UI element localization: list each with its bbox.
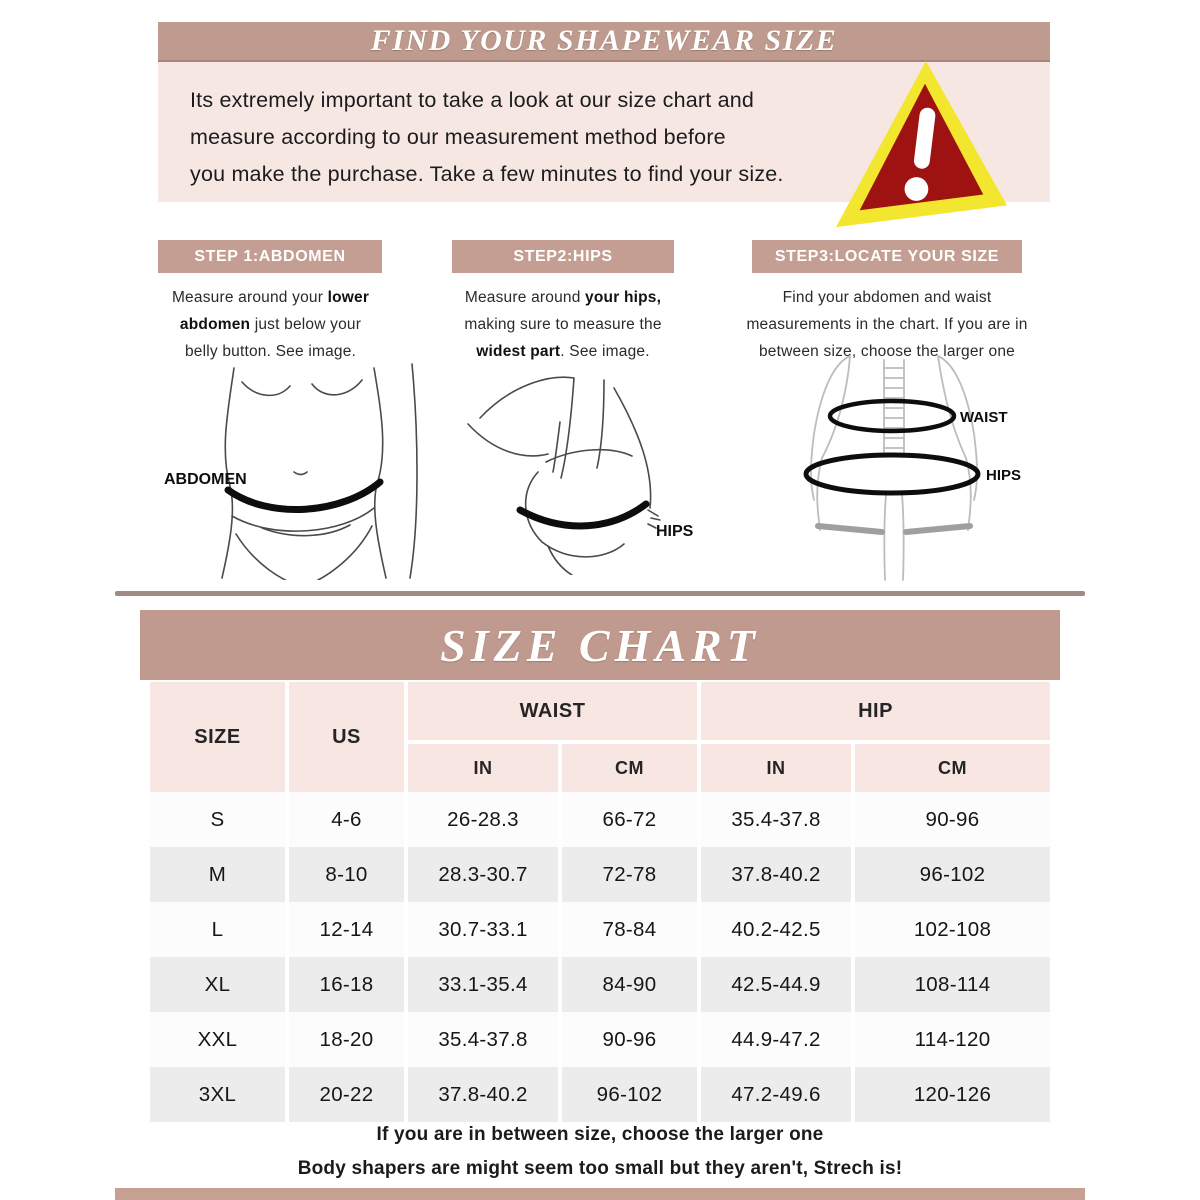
cell-hip-cm: 114-120: [914, 1027, 991, 1051]
table-row: [150, 902, 1050, 957]
text-segment: Measure around: [464, 289, 586, 306]
intro-line: measure according to our measurement method before: [190, 125, 726, 149]
text-segment: just below your belly button. See image.: [184, 316, 362, 360]
intro-paragraph: [190, 82, 830, 193]
cell-size: L: [150, 902, 289, 957]
cell-waist-cm: 66-72: [562, 792, 701, 847]
text-segment: Measure around your: [171, 289, 328, 306]
col-header-us: US: [289, 682, 408, 792]
cell-us: 12-14: [289, 902, 408, 957]
step-2-description: [455, 284, 671, 365]
table-row: [150, 792, 1050, 847]
footer-note-between-sizes: If you are in between size, choose the larger one: [376, 1124, 824, 1145]
cell-hip-in: 37.8-40.2: [701, 847, 855, 902]
cell-us: 8-10: [289, 847, 408, 902]
size-chart-table-wrap: [150, 682, 1050, 1122]
cell-size: M: [150, 847, 289, 902]
cell-hip-cm: 96-102: [919, 862, 986, 886]
step-1-header: STEP 1:ABDOMEN: [158, 240, 382, 273]
cell-size: XXL: [150, 1012, 289, 1067]
cell-us: 20-22: [289, 1067, 408, 1122]
table-row: [150, 847, 1050, 902]
cell-waist-in: 28.3-30.7: [408, 847, 562, 902]
cell-waist-cm: 78-84: [562, 902, 701, 957]
cell-waist-in: 26-28.3: [408, 792, 562, 847]
abdomen-illustration: [162, 358, 430, 585]
intro-line: Its extremely important to take a look at our size chart and: [190, 88, 755, 112]
hips-label: HIPS: [656, 523, 694, 540]
cell-waist-in: 33.1-35.4: [408, 957, 562, 1012]
cell-waist-cm: 72-78: [562, 847, 701, 902]
cell-size: XL: [150, 957, 289, 1012]
text-segment-bold: lower abdomen: [179, 289, 370, 333]
body-measurement-illustration: [788, 352, 1072, 587]
step-3-header: STEP3:LOCATE YOUR SIZE: [752, 240, 1022, 273]
intro-line: you make the purchase. Take a few minutes to find your size.: [190, 162, 784, 186]
cell-hip-cm: 90-96: [925, 807, 980, 831]
cell-waist-in: 30.7-33.1: [408, 902, 562, 957]
table-row: [150, 1012, 1050, 1067]
cell-hip-in: 44.9-47.2: [701, 1012, 855, 1067]
col-header-waist: WAIST: [408, 682, 701, 744]
cell-hip-cm: 102-108: [913, 917, 992, 941]
cell-us: 16-18: [289, 957, 408, 1012]
cell-hip-in: 42.5-44.9: [701, 957, 855, 1012]
cell-hip-cm: 108-114: [914, 972, 991, 996]
footer-note-stretch: Body shapers are might seem too small but they aren't, Strech is!: [297, 1158, 903, 1179]
subcol-hip-in: IN: [701, 744, 855, 792]
subcol-hip-cm: CM: [855, 744, 1050, 792]
col-header-size: SIZE: [150, 682, 289, 792]
subcol-waist-in: IN: [408, 744, 562, 792]
cell-waist-in: 37.8-40.2: [408, 1067, 562, 1122]
size-chart-title: SIZE CHART: [440, 619, 760, 671]
text-segment: Find your abdomen and waist measurements in the chart. If you are in between size, choose the larger one: [746, 289, 1028, 360]
cell-hip-in: 40.2-42.5: [701, 902, 855, 957]
hips-illustration: [452, 360, 728, 580]
table-row: [150, 957, 1050, 1012]
hips-label: HIPS: [986, 467, 1022, 484]
cell-us: 4-6: [289, 792, 408, 847]
col-header-hip: HIP: [701, 682, 1050, 744]
table-row: [150, 1067, 1050, 1122]
abdomen-label: ABDOMEN: [164, 471, 247, 488]
cell-hip-in: 47.2-49.6: [701, 1067, 855, 1122]
cell-size: S: [150, 792, 289, 847]
cell-us: 18-20: [289, 1012, 408, 1067]
section-divider: [115, 591, 1085, 596]
warning-icon: [828, 58, 1013, 236]
text-segment-bold: widest part: [476, 343, 561, 360]
cell-hip-in: 35.4-37.8: [701, 792, 855, 847]
text-segment: making sure to measure the: [464, 316, 662, 333]
cell-waist-cm: 84-90: [562, 957, 701, 1012]
page-title: FIND YOUR SHAPEWEAR SIZE: [370, 24, 838, 57]
cell-waist-cm: 90-96: [562, 1012, 701, 1067]
text-segment: . See image.: [560, 343, 650, 360]
table-header-row: [150, 682, 1050, 744]
bottom-accent-bar: [115, 1188, 1085, 1200]
step-2-header: STEP2:HIPS: [452, 240, 674, 273]
subcol-waist-cm: CM: [562, 744, 701, 792]
cell-hip-cm: 120-126: [913, 1082, 992, 1106]
size-chart-table: [150, 682, 1050, 1122]
step-1-description: [163, 284, 378, 365]
cell-waist-cm: 96-102: [562, 1067, 701, 1122]
header-bar: [158, 22, 1050, 62]
cell-size: 3XL: [150, 1067, 289, 1122]
cell-waist-in: 35.4-37.8: [408, 1012, 562, 1067]
size-chart-header-bar: [140, 610, 1060, 680]
waist-label: WAIST: [960, 409, 1008, 426]
text-segment-bold: your hips,: [585, 289, 662, 306]
